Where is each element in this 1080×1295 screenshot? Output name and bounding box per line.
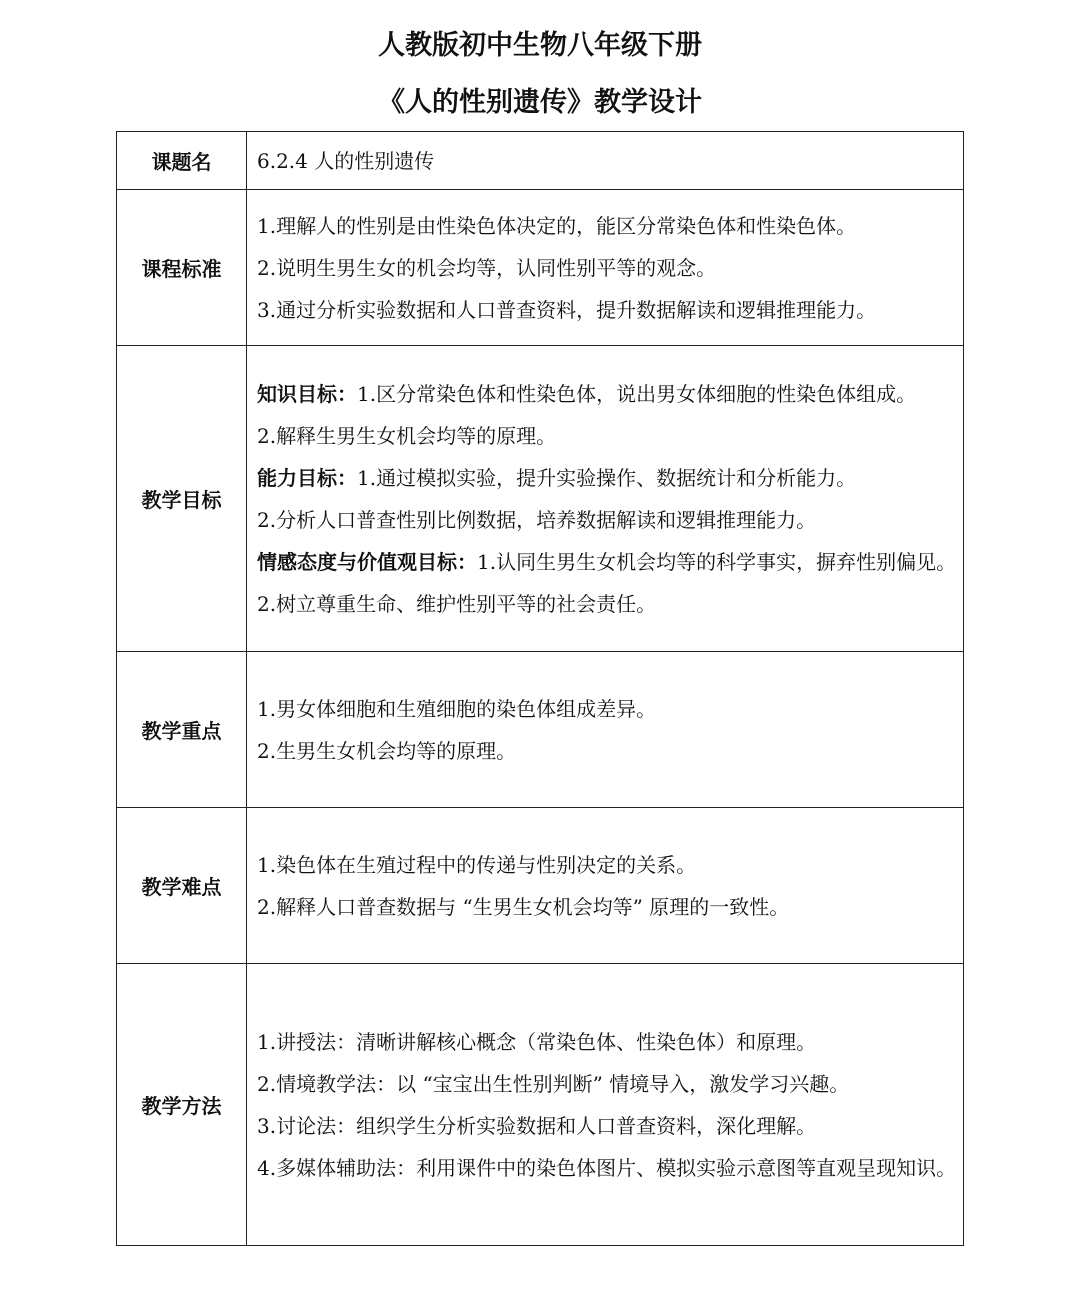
standards-content — [247, 190, 964, 346]
objectives-content — [247, 346, 964, 652]
document-subtitle: 《人的性别遗传》教学设计 — [378, 87, 702, 118]
standards-line: 1.理解人的性别是由性染色体决定的，能区分常染色体和性染色体。 — [257, 213, 857, 238]
methods-line: 2.情境教学法：以 “宝宝出生性别判断” 情境导入，激发学习兴趣。 — [257, 1071, 850, 1096]
table-row-methods — [117, 964, 964, 1246]
methods-line: 3.讨论法：组织学生分析实验数据和人口普查资料，深化理解。 — [257, 1113, 817, 1138]
ability-objective-2: 2.分析人口普查性别比例数据，培养数据解读和逻辑推理能力。 — [257, 507, 817, 532]
document-title: 人教版初中生物八年级下册 — [378, 30, 702, 61]
knowledge-objective — [257, 373, 957, 415]
table-row-difficulties — [117, 808, 964, 964]
key-points-label: 教学重点 — [117, 652, 247, 808]
difficulties-content — [247, 808, 964, 964]
methods-line: 1.讲授法：清晰讲解核心概念（常染色体、性染色体）和原理。 — [257, 1029, 817, 1054]
lesson-plan-table — [116, 131, 964, 1246]
difficulties-label: 教学难点 — [117, 808, 247, 964]
standards-line: 3.通过分析实验数据和人口普查资料，提升数据解读和逻辑推理能力。 — [257, 297, 877, 322]
difficulties-line: 2.解释人口普查数据与 “生男生女机会均等” 原理的一致性。 — [257, 894, 790, 919]
emotion-objective-text: 1.认同生男生女机会均等的科学事实，摒弃性别偏见。2.树立尊重生命、维护性别平等的社会责任。 — [257, 549, 957, 616]
objectives-label: 教学目标 — [117, 346, 247, 652]
knowledge-objective-label: 知识目标： — [257, 381, 357, 406]
topic-value — [247, 132, 964, 190]
topic-label: 课题名 — [117, 132, 247, 190]
key-points-line: 1.男女体细胞和生殖细胞的染色体组成差异。 — [257, 696, 657, 721]
ability-objective-text: 1.通过模拟实验，提升实验操作、数据统计和分析能力。 — [357, 465, 857, 490]
difficulties-line: 1.染色体在生殖过程中的传递与性别决定的关系。 — [257, 852, 697, 877]
standards-line: 2.说明生男生女的机会均等，认同性别平等的观念。 — [257, 255, 717, 280]
methods-label: 教学方法 — [117, 964, 247, 1246]
standards-label: 课程标准 — [117, 190, 247, 346]
key-points-line: 2.生男生女机会均等的原理。 — [257, 738, 517, 763]
topic-text: 6.2.4 人的性别遗传 — [257, 148, 435, 173]
table-row-topic — [117, 132, 964, 190]
table-row-standards — [117, 190, 964, 346]
methods-content — [247, 964, 964, 1246]
ability-objective — [257, 457, 957, 499]
ability-objective-label: 能力目标： — [257, 465, 357, 490]
table-row-objectives — [117, 346, 964, 652]
knowledge-objective-2: 2.解释生男生女机会均等的原理。 — [257, 423, 557, 448]
emotion-objective — [257, 541, 957, 625]
knowledge-objective-text: 1.区分常染色体和性染色体，说出男女体细胞的性染色体组成。 — [357, 381, 917, 406]
key-points-content — [247, 652, 964, 808]
table-row-key-points — [117, 652, 964, 808]
emotion-objective-label: 情感态度与价值观目标： — [257, 549, 477, 574]
methods-line: 4.多媒体辅助法：利用课件中的染色体图片、模拟实验示意图等直观呈现知识。 — [257, 1155, 957, 1180]
